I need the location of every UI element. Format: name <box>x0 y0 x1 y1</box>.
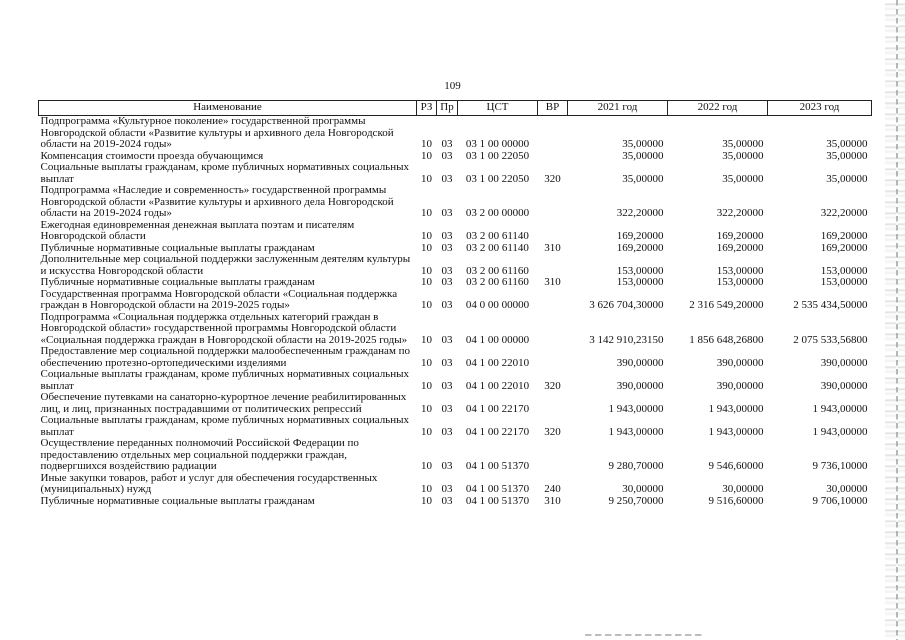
cell-cst: 04 1 00 51370 <box>465 495 530 507</box>
cell-2022: 9 516,60000 <box>708 495 764 507</box>
cell-name: Подпрограмма «Культурное поколение» государственной программы Новгородской области «Развитие культуры и архивного дела Новгородской области на 2019-2024 годы» <box>40 115 394 150</box>
cell-vr <box>538 185 568 220</box>
header-2023: 2023 год <box>768 101 872 116</box>
cell-2022: 169,20000 <box>716 230 764 242</box>
table-row <box>39 254 872 277</box>
cell-name: Публичные нормативные социальные выплаты гражданам <box>40 242 315 254</box>
cell-rz: 10 <box>421 356 432 369</box>
table-row <box>39 116 872 151</box>
cell-2023: 390,00000 <box>820 356 868 369</box>
cell-pr: 03 <box>441 150 453 162</box>
table-row <box>39 415 872 438</box>
table-row <box>39 496 872 508</box>
cell-vr: 320 <box>544 425 561 438</box>
cell-pr: 03 <box>441 425 453 438</box>
cell-2023: 390,00000 <box>820 379 868 392</box>
table-row <box>39 162 872 185</box>
cell-vr <box>538 254 568 277</box>
cell-cst: 03 1 00 22050 <box>465 172 530 185</box>
cell-2023: 35,00000 <box>826 172 868 185</box>
cell-rz: 10 <box>421 230 432 242</box>
cell-pr: 03 <box>441 299 453 311</box>
cell-2022: 1 943,00000 <box>708 402 764 415</box>
cell-vr: 320 <box>544 379 561 392</box>
table-row <box>39 369 872 392</box>
cell-vr <box>538 312 568 347</box>
cell-vr <box>538 289 568 312</box>
cell-pr: 03 <box>441 379 453 392</box>
cell-name: Социальные выплаты гражданам, кроме публичных нормативных социальных выплат <box>40 162 409 185</box>
cell-2021: 1 943,00000 <box>608 425 664 438</box>
table-row <box>39 289 872 312</box>
cell-pr: 03 <box>441 242 453 254</box>
cell-cst: 03 2 00 61160 <box>466 264 529 277</box>
table-row <box>39 438 872 473</box>
header-rz: РЗ <box>417 101 437 116</box>
cell-2022: 30,00000 <box>722 483 764 495</box>
cell-pr: 03 <box>441 460 453 472</box>
cell-pr: 03 <box>441 172 453 185</box>
cell-2021: 169,20000 <box>616 230 664 242</box>
table-row <box>39 346 872 369</box>
cell-2021: 169,20000 <box>616 242 664 254</box>
cell-rz: 10 <box>421 402 432 415</box>
cell-name: Ежегодная единовременная денежная выплата поэтам и писателям Новгородской области <box>40 219 355 242</box>
table-row <box>39 312 872 347</box>
cell-2022: 1 943,00000 <box>708 425 764 438</box>
header-vr: ВР <box>538 101 568 116</box>
cell-rz: 10 <box>421 277 432 288</box>
cell-vr: 310 <box>544 277 561 288</box>
cell-name: Публичные нормативные социальные выплаты гражданам <box>40 495 315 507</box>
cell-name: Социальные выплаты гражданам, кроме публичных нормативных социальных выплат <box>40 369 409 392</box>
table-header-row <box>39 101 872 116</box>
cell-name: Осуществление переданных полномочий Российской Федерации по предоставлению отдельных мер социальной поддержки граждан, подвергшихся воздействию радиации <box>40 438 359 472</box>
cell-cst: 04 1 00 51370 <box>465 483 530 495</box>
header-name: Наименование <box>39 101 417 116</box>
table-body <box>39 116 872 508</box>
cell-rz: 10 <box>421 379 432 392</box>
table-row <box>39 392 872 415</box>
cell-pr: 03 <box>441 333 453 346</box>
cell-name: Обеспечение путевками на санаторно-курортное лечение реабилитированных лиц, и лиц, признанных пострадавшими от политических репрессий <box>40 392 407 415</box>
header-pr: Пр <box>437 101 458 116</box>
cell-pr: 03 <box>441 277 453 288</box>
cell-2023: 35,00000 <box>826 150 868 162</box>
cell-name: Публичные нормативные социальные выплаты гражданам <box>40 277 315 288</box>
table-row <box>39 473 872 496</box>
cell-pr: 03 <box>441 402 453 415</box>
cell-2021: 3 626 704,30000 <box>589 299 664 311</box>
cell-name: Иные закупки товаров, работ и услуг для обеспечения государственных (муниципальных) нужд <box>40 472 378 495</box>
cell-cst: 03 1 00 22050 <box>465 150 530 162</box>
cell-2021: 35,00000 <box>622 172 664 185</box>
cell-cst: 03 2 00 61160 <box>466 277 529 288</box>
cell-2022: 153,00000 <box>716 277 764 288</box>
cell-2022: 2 316 549,20000 <box>689 299 764 311</box>
cell-cst: 03 2 00 61140 <box>466 242 529 254</box>
table-row <box>39 220 872 243</box>
cell-vr: 310 <box>544 495 561 507</box>
cell-2023: 1 943,00000 <box>812 402 868 415</box>
cell-vr: 320 <box>544 172 561 185</box>
cell-vr: 310 <box>544 242 561 254</box>
cell-rz: 10 <box>421 495 432 507</box>
cell-2021: 153,00000 <box>616 264 664 277</box>
cell-cst: 04 1 00 22170 <box>465 402 530 415</box>
cell-vr: 240 <box>544 483 561 495</box>
cell-vr <box>538 438 568 473</box>
cell-rz: 10 <box>421 425 432 438</box>
cell-2022: 35,00000 <box>722 172 764 185</box>
cell-name: Компенсация стоимости проезда обучающимся <box>40 150 264 162</box>
cell-rz: 10 <box>421 264 432 277</box>
cell-name: Дополнительные мер социальной поддержки заслуженным деятелям культуры и искусства Новгородской области <box>40 254 411 277</box>
cell-2023: 2 075 533,56800 <box>793 333 868 346</box>
table-row <box>39 151 872 163</box>
cell-cst: 03 2 00 61140 <box>466 230 529 242</box>
cell-vr <box>538 346 568 369</box>
cell-2022: 169,20000 <box>716 242 764 254</box>
cell-pr: 03 <box>441 207 453 219</box>
cell-pr: 03 <box>441 495 453 507</box>
header-2021: 2021 год <box>568 101 668 116</box>
cell-pr: 03 <box>441 483 453 495</box>
cell-cst: 04 1 00 22010 <box>465 356 530 369</box>
cell-name: Предоставление мер социальной поддержки малообеспеченным гражданам по обеспечению протезно-ортопедическими изделиями <box>40 346 411 369</box>
header-cst: ЦСТ <box>458 101 538 116</box>
cell-2021: 390,00000 <box>616 356 664 369</box>
cell-vr <box>538 151 568 163</box>
cell-cst: 04 1 00 51370 <box>465 460 530 472</box>
cell-2023: 322,20000 <box>820 207 868 219</box>
cell-2023: 9 706,10000 <box>812 495 868 507</box>
cell-pr: 03 <box>441 264 453 277</box>
cell-rz: 10 <box>421 172 432 185</box>
cell-cst: 04 1 00 22010 <box>465 379 530 392</box>
cell-rz: 10 <box>421 333 432 346</box>
cell-2022: 35,00000 <box>722 138 764 150</box>
budget-table <box>38 100 872 507</box>
cell-2022: 153,00000 <box>716 264 764 277</box>
cell-2021: 35,00000 <box>622 138 664 150</box>
cell-2023: 169,20000 <box>820 230 868 242</box>
scan-edge-line <box>896 0 898 640</box>
cell-2023: 153,00000 <box>820 264 868 277</box>
cell-2023: 2 535 434,50000 <box>793 299 868 311</box>
cell-2022: 35,00000 <box>722 150 764 162</box>
cell-cst: 04 0 00 00000 <box>465 299 530 311</box>
cell-2022: 390,00000 <box>716 379 764 392</box>
cell-2023: 169,20000 <box>820 242 868 254</box>
table-row <box>39 243 872 255</box>
cell-2023: 35,00000 <box>826 138 868 150</box>
cell-rz: 10 <box>421 299 432 311</box>
cell-name: Подпрограмма «Социальная поддержка отдельных категорий граждан в Новгородской области» государственной программы Новгородской области «Социальная поддержка граждан в Новгородской области на 2019-2025 годы» <box>40 311 408 346</box>
cell-2021: 153,00000 <box>616 277 664 288</box>
cell-name: Социальные выплаты гражданам, кроме публичных нормативных социальных выплат <box>40 415 409 438</box>
cell-2021: 322,20000 <box>616 207 664 219</box>
cell-2021: 9 250,70000 <box>608 495 664 507</box>
cell-2023: 30,00000 <box>826 483 868 495</box>
cell-rz: 10 <box>421 242 432 254</box>
cell-cst: 04 1 00 00000 <box>465 333 530 346</box>
cell-pr: 03 <box>441 138 453 150</box>
cell-rz: 10 <box>421 460 432 472</box>
cell-2021: 390,00000 <box>616 379 664 392</box>
cell-cst: 03 2 00 00000 <box>465 207 530 219</box>
header-2022: 2022 год <box>668 101 768 116</box>
cell-2022: 322,20000 <box>716 207 764 219</box>
scan-edge-shadow <box>885 0 905 640</box>
cell-cst: 04 1 00 22170 <box>465 425 530 438</box>
table-row <box>39 277 872 289</box>
cell-2023: 1 943,00000 <box>812 425 868 438</box>
cell-vr <box>538 220 568 243</box>
cell-name: Государственная программа Новгородской области «Социальная поддержка граждан в Новгородской области на 2019-2025 годы» <box>40 288 398 311</box>
cell-2022: 9 546,60000 <box>708 460 764 472</box>
cell-2022: 390,00000 <box>716 356 764 369</box>
cell-2021: 30,00000 <box>622 483 664 495</box>
cell-2021: 1 943,00000 <box>608 402 664 415</box>
cell-2023: 153,00000 <box>820 277 868 288</box>
cell-rz: 10 <box>421 483 432 495</box>
cell-rz: 10 <box>421 150 432 162</box>
cell-pr: 03 <box>441 230 453 242</box>
cell-vr <box>538 392 568 415</box>
table-row <box>39 185 872 220</box>
cell-2021: 9 280,70000 <box>608 460 664 472</box>
page-number: 109 <box>444 80 461 92</box>
cell-2022: 1 856 648,26800 <box>689 333 764 346</box>
scan-bottom-mark <box>585 634 705 636</box>
cell-2021: 3 142 910,23150 <box>589 333 664 346</box>
cell-vr <box>538 116 568 151</box>
cell-2023: 9 736,10000 <box>812 460 868 472</box>
cell-rz: 10 <box>421 138 432 150</box>
cell-name: Подпрограмма «Наследие и современность» государственной программы Новгородской области «Развитие культуры и архивного дела Новгородской области на 2019-2024 годы» <box>40 185 394 219</box>
cell-2021: 35,00000 <box>622 150 664 162</box>
cell-cst: 03 1 00 00000 <box>465 138 530 150</box>
cell-rz: 10 <box>421 207 432 219</box>
cell-pr: 03 <box>441 356 453 369</box>
